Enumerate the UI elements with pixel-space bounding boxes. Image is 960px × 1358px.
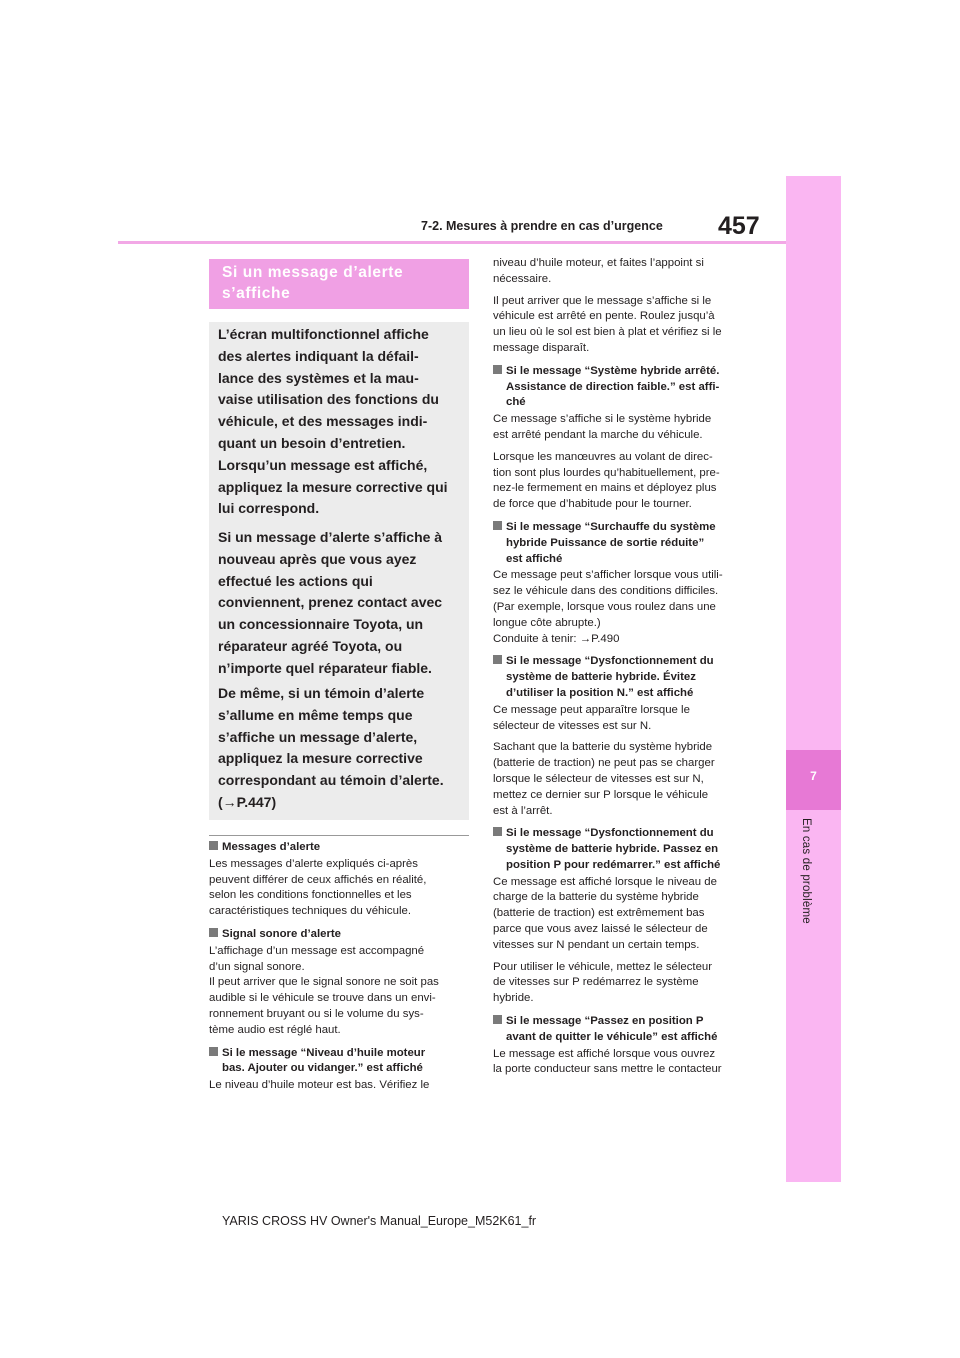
body-line: nécessaire. <box>493 272 552 285</box>
body-line: vitesses sur N pendant un certain temps. <box>493 938 700 951</box>
body-paragraph <box>209 857 471 920</box>
column-rule <box>209 835 469 836</box>
body-line: est arrêté pendant la marche du véhicule. <box>493 428 703 441</box>
body-line: message disparaît. <box>493 341 590 354</box>
intro-line: (→P.447) <box>218 793 277 810</box>
section-title-line: s’affiche <box>222 285 291 302</box>
intro-line: Si un message d’alerte s’affiche à <box>218 529 443 545</box>
square-bullet-icon <box>493 1015 502 1024</box>
subheading-line: ché <box>506 396 526 409</box>
body-line: niveau d’huile moteur, et faites l’appoint si <box>493 257 704 269</box>
intro-paragraph <box>218 683 462 814</box>
subheading-line: Assistance de direction faible.” est affi- <box>506 380 720 393</box>
intro-line: appliquez la mesure corrective qui <box>218 478 448 495</box>
subheading-line: Signal sonore d’alerte <box>222 927 342 940</box>
body-line: parce que vous avez laissé le sélecteur de <box>493 923 708 936</box>
subheading <box>209 1046 471 1078</box>
header-rule <box>118 241 786 244</box>
subheading-line: Si le message “Surchauffe du système <box>506 520 716 533</box>
square-bullet-icon <box>493 365 502 374</box>
chapter-number: 7 <box>810 769 817 783</box>
body-line: audible si le véhicule se trouve dans un envi- <box>209 992 436 1005</box>
body-line: selon les conditions fonctionnelles et les <box>209 889 412 902</box>
intro-line: effectué les actions qui <box>218 572 373 589</box>
subheading <box>493 826 755 873</box>
body-line: est à l’arrêt. <box>493 804 553 817</box>
intro-line: s’allume en même temps que <box>218 706 413 723</box>
footer-text: YARIS CROSS HV Owner's Manual_Europe_M52K61_fr <box>222 1214 537 1228</box>
subheading-line: Si le message “Passez en position P <box>506 1015 704 1028</box>
body-line: Il peut arriver que le message s’affiche si le <box>493 294 712 307</box>
intro-line: nouveau après que vous ayez <box>218 550 417 567</box>
body-line: Le message est affiché lorsque vous ouvrez <box>493 1047 716 1060</box>
body-paragraph <box>493 256 755 288</box>
body-paragraph <box>493 1047 755 1079</box>
body-line: Conduite à tenir: →P.490 <box>493 632 620 645</box>
body-paragraph <box>493 740 755 819</box>
subheading <box>209 840 471 856</box>
intro-line: quant un besoin d’entretien. <box>218 434 406 451</box>
body-line: Le niveau d’huile moteur est bas. Vérifiez le <box>209 1079 430 1092</box>
square-bullet-icon <box>209 928 218 937</box>
right-column <box>493 256 755 1078</box>
subheading-line: Si le message “Dysfonctionnement du <box>506 655 714 668</box>
body-line: de vitesses sur P redémarrez le système <box>493 976 699 989</box>
body-line: hybride. <box>493 992 534 1005</box>
subheading-line: est affiché <box>506 552 563 565</box>
body-paragraph <box>493 568 755 647</box>
body-line: sez le véhicule dans des conditions difficiles. <box>493 585 719 598</box>
chapter-side-tab <box>786 176 841 1182</box>
section-title <box>222 262 462 304</box>
subheading-line: bas. Ajouter ou vidanger.” est affiché <box>222 1062 423 1075</box>
subheading <box>493 520 755 567</box>
square-bullet-icon <box>493 521 502 530</box>
intro-line: correspondant au témoin d’alerte. <box>218 772 444 789</box>
body-line: de force que d’habitude pour le tourner. <box>493 498 692 511</box>
body-paragraph <box>209 1078 471 1094</box>
body-line: un lieu où le sol est bien à plat et vérifiez si le <box>493 326 722 339</box>
body-line: (Par exemple, lorsque vous roulez dans une <box>493 600 716 613</box>
subheading-line: Si le message “Niveau d’huile moteur <box>222 1046 426 1059</box>
subheading-line: position P pour redémarrer.” est affiché <box>506 858 721 871</box>
body-line: Ce message peut apparaître lorsque le <box>493 703 690 716</box>
square-bullet-icon <box>209 841 218 850</box>
body-line: charge de la batterie du système hybride <box>493 891 699 904</box>
body-line: véhicule est arrêté en pente. Roulez jusqu’à <box>493 310 715 323</box>
subheading-line: système de batterie hybride. Évitez <box>506 671 696 684</box>
subheading-line: Si le message “Dysfonctionnement du <box>506 827 714 840</box>
body-paragraph <box>209 944 471 1039</box>
body-line: peuvent différer de ceux affichés en réalité, <box>209 873 427 886</box>
body-line: Ce message peut s’afficher lorsque vous utili- <box>493 569 723 582</box>
body-line: ronnement bruyant ou si le volume du sys- <box>209 1007 424 1020</box>
intro-line: De même, si un témoin d’alerte <box>218 685 425 701</box>
chapter-title: En cas de problème <box>800 818 812 924</box>
body-paragraph <box>493 450 755 513</box>
intro-line: n’importe quel réparateur fiable. <box>218 659 432 676</box>
body-line: Lorsque les manœuvres au volant de direc- <box>493 450 713 463</box>
section-title-line: Si un message d’alerte <box>222 264 404 281</box>
subheading <box>493 654 755 701</box>
body-line: (batterie de traction) ne peut pas se charger <box>493 757 715 770</box>
body-line: tème audio est réglé haut. <box>209 1023 341 1036</box>
body-line: sélecteur de vitesses est sur N. <box>493 719 652 732</box>
body-paragraph <box>493 703 755 735</box>
page-number: 457 <box>718 212 760 240</box>
square-bullet-icon <box>209 1047 218 1056</box>
square-bullet-icon <box>493 827 502 836</box>
subheading-line: avant de quitter le véhicule” est affiché <box>506 1030 718 1043</box>
square-bullet-icon <box>493 655 502 664</box>
body-line: (batterie de traction) est extrêmement bas <box>493 907 705 920</box>
intro-line: s’affiche un message d’alerte, <box>218 728 418 745</box>
subheading <box>209 927 471 943</box>
intro-line: Lorsqu’un message est affiché, <box>218 456 428 473</box>
body-line: lorsque le sélecteur de vitesses est sur N, <box>493 772 704 785</box>
body-line: Sachant que la batterie du système hybride <box>493 741 713 754</box>
body-line: longue côte abrupte.) <box>493 616 601 629</box>
body-line: Ce message est affiché lorsque le niveau de <box>493 875 717 888</box>
body-line: mettez ce dernier sur P lorsque le véhicule <box>493 788 709 801</box>
intro-line: un concessionnaire Toyota, un <box>218 616 424 633</box>
section-header: 7-2. Mesures à prendre en cas d’urgence <box>421 219 663 233</box>
subheading-line: hybride Puissance de sortie réduite” <box>506 536 705 549</box>
intro-paragraph <box>218 527 462 680</box>
body-line: Il peut arriver que le signal sonore ne soit pas <box>209 976 439 989</box>
body-line: tion sont plus lourdes qu’habituellement, pre- <box>493 466 720 479</box>
subheading-line: système de batterie hybride. Passez en <box>506 843 719 856</box>
intro-line: réparateur agréé Toyota, ou <box>218 637 403 654</box>
intro-line: vaise utilisation des fonctions du <box>218 391 439 408</box>
intro-line: des alertes indiquant la défail- <box>218 347 419 364</box>
intro-line: conviennent, prenez contact avec <box>218 594 443 611</box>
body-paragraph <box>493 412 755 444</box>
body-line: Pour utiliser le véhicule, mettez le sélecteur <box>493 960 713 973</box>
body-line: la porte conducteur sans mettre le contacteur <box>493 1063 722 1076</box>
subheading <box>493 1014 755 1046</box>
subheading <box>493 364 755 411</box>
left-column <box>209 840 471 1094</box>
subheading-line: d’utiliser la position N.” est affiché <box>506 686 694 699</box>
intro-line: lui correspond. <box>218 500 320 517</box>
intro-line: véhicule, et des messages indi- <box>218 413 428 430</box>
body-line: L’affichage d’un message est accompagné <box>209 944 425 957</box>
body-line: Ce message s’affiche si le système hybride <box>493 413 712 426</box>
intro-line: L’écran multifonctionnel affiche <box>218 326 429 342</box>
intro-paragraph <box>218 324 462 520</box>
body-paragraph <box>493 960 755 1007</box>
body-line: caractéristiques techniques du véhicule. <box>209 905 411 918</box>
body-paragraph <box>493 875 755 954</box>
body-line: d’un signal sonore. <box>209 960 305 973</box>
body-line: Les messages d’alerte expliqués ci-après <box>209 857 418 870</box>
body-paragraph <box>493 294 755 357</box>
body-line: nez-le fermement en mains et déployez plus <box>493 482 717 495</box>
intro-line: appliquez la mesure corrective <box>218 750 423 767</box>
intro-line: lance des systèmes et la mau- <box>218 369 419 386</box>
subheading-line: Si le message “Système hybride arrêté. <box>506 364 720 377</box>
subheading-line: Messages d’alerte <box>222 841 321 853</box>
